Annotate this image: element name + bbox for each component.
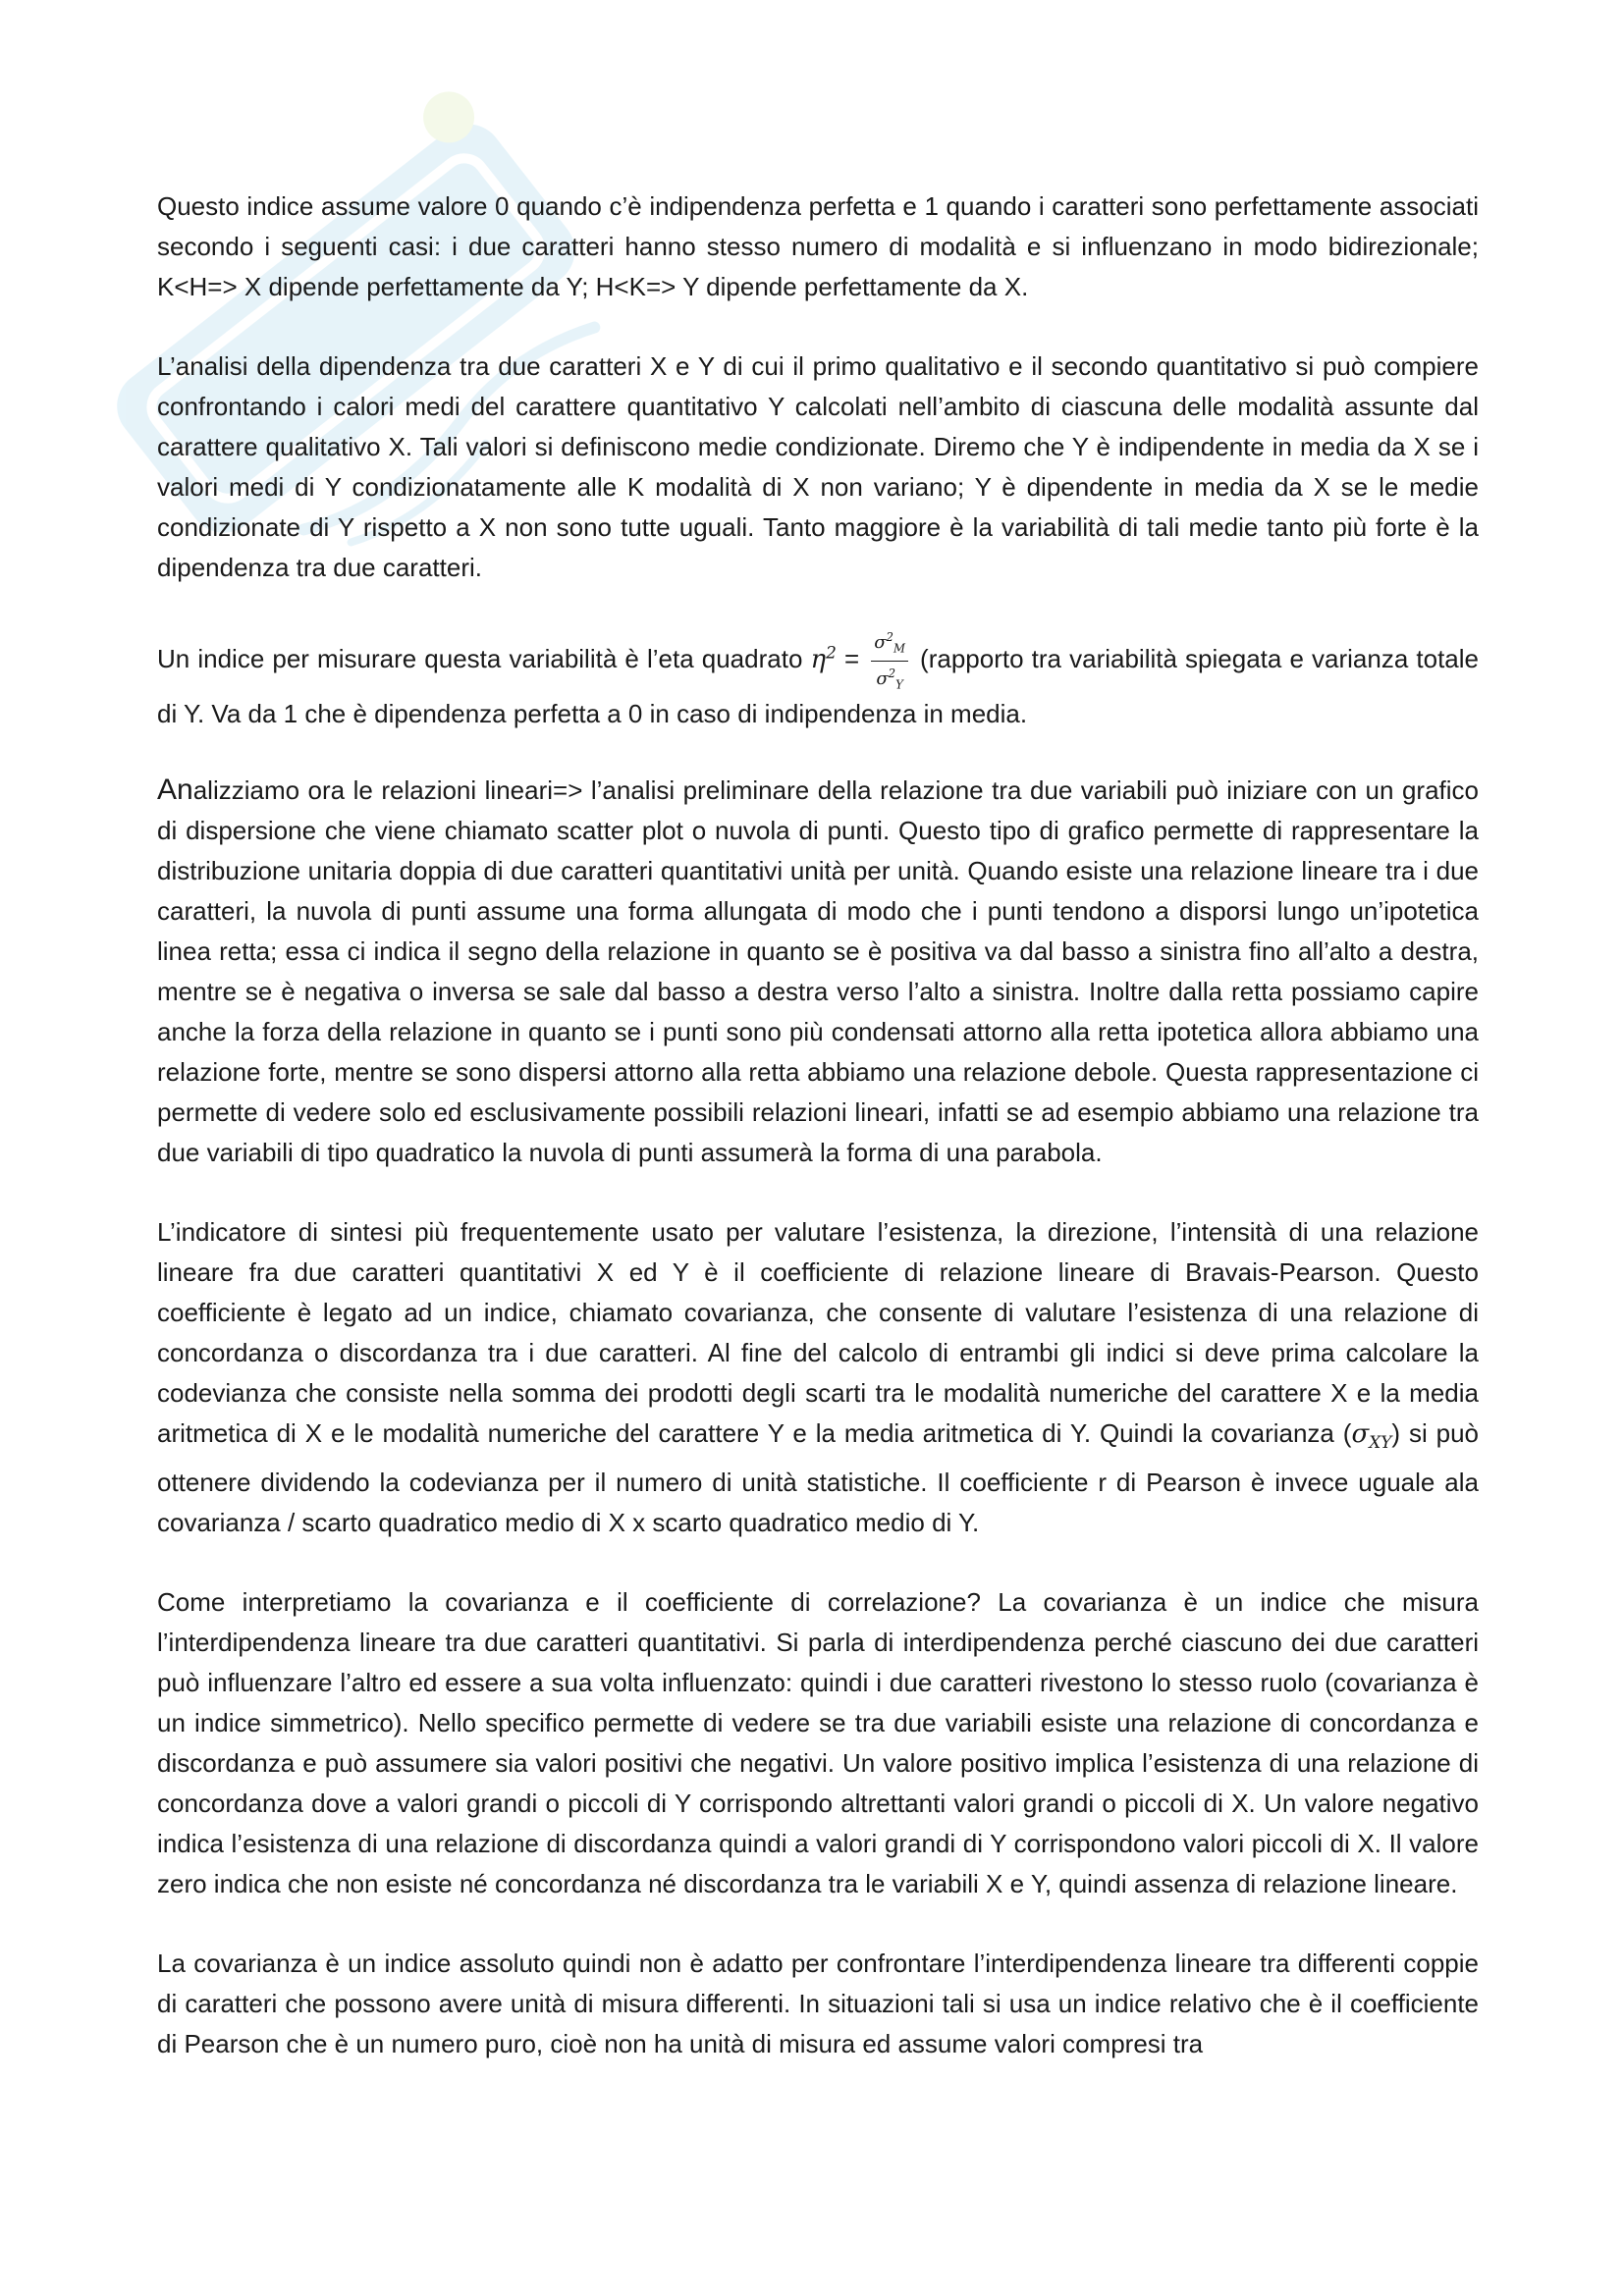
eta-squared-fraction <box>871 627 908 694</box>
denominator-sigma: σ <box>876 667 889 689</box>
denominator-subscript: Y <box>895 677 903 692</box>
paragraph-6: Come interpretiamo la covarianza e il coefficiente di correlazione? La covarianza è un indice che misura l’interdipendenza lineare tra due caratteri quantitativi. Si parla di interdipendenza perché ciascuno dei due caratteri può influenzare l’altro ed essere a sua volta influenzato: quindi i due caratteri rivestono lo stesso ruolo (covarianza è un indice simmetrico). Nello specifico permette di vedere se tra due variabili esiste una relazione di concordanza e discordanza e può assumere sia valori positivi che negativi. Un valore positivo implica l’esistenza di una relazione di concordanza dove a valori grandi o piccoli di Y corrispondo altrettanti valori grandi o piccoli di X. Un valore negativo indica l’esistenza di una relazione di discordanza quindi a valori grandi di Y corrispondono valori piccoli di X. Il valore zero indica che non esiste né concordanza né discordanza tra le variabili X e Y, quindi assenza di relazione lineare. <box>157 1587 1479 1899</box>
eta-exponent: 2 <box>826 642 837 663</box>
paragraph-3-text-after: (rapporto tra variabilità spiegata e varianza totale di Y. Va da 1 che è dipendenza perfetta a 0 in caso di indipendenza in media. <box>157 643 1479 729</box>
covariance-sigma: σ <box>1351 1419 1370 1450</box>
equals-sign: = <box>836 643 868 673</box>
covariance-subscript: XY <box>1369 1432 1392 1453</box>
numerator-subscript: M <box>893 641 905 656</box>
paragraph-5-text-after: ) si può ottenere dividendo la codevianza per il numero di unità statistiche. Il coefficiente r di Pearson è invece uguale ala covarianza / scarto quadratico medio di X x scarto quadratico medio di Y. <box>157 1418 1480 1538</box>
paragraph-4-first-letters: An <box>157 774 193 807</box>
paragraph-4 <box>157 770 1479 1173</box>
document-body <box>157 187 1479 2104</box>
numerator-sigma: σ <box>874 632 887 653</box>
paragraph-5 <box>157 1212 1479 1543</box>
paragraph-4-rest: alizziamo ora le relazioni lineari=> l’analisi preliminare della relazione tra due variabili può iniziare con un grafico di dispersione che viene chiamato scatter plot o nuvola di punti. Questo tipo di grafico permette di rappresentare la distribuzione unitaria doppia di due caratteri quantitativi unità per unità. Quando esiste una relazione lineare tra i due caratteri, la nuvola di punti assume una forma allungata di modo che i punti tendono a disporsi lungo un’ipotetica linea retta; essa ci indica il segno della relazione in quanto se è positiva va dal basso a sinistra fino all’alto a destra, mentre se è negativa o inversa se sale dal basso a destra verso l’alto a sinistra. Inoltre dalla retta possiamo capire anche la forza della relazione in quanto se i punti sono più condensati attorno alla retta ipotetica allora abbiamo una relazione forte, mentre se sono dispersi attorno alla retta abbiamo una relazione debole. Questa rappresentazione ci permette di vedere solo ed esclusivamente possibili relazioni lineari, infatti se ad esempio abbiamo una relazione tra due variabili di tipo quadratico la nuvola di punti assumerà la forma di una parabola. <box>157 775 1479 1168</box>
paragraph-7: La covarianza è un indice assoluto quindi non è adatto per confrontare l’interdipendenza lineare tra differenti coppie di caratteri che possono avere unità di misura differenti. In situazioni tali si usa un indice relativo che è il coefficiente di Pearson che è un numero puro, cioè non ha unità di misura ed assume valori compresi tra <box>157 1949 1479 2059</box>
fraction-numerator <box>871 627 908 662</box>
denominator-exponent: 2 <box>888 666 896 680</box>
eta-symbol: η <box>810 644 827 674</box>
paragraph-5-text-before: L’indicatore di sintesi più frequentemente usato per valutare l’esistenza, la direzione, l’intensità di una relazione lineare fra due caratteri quantitativi X ed Y è il coefficiente di relazione lineare di Bravais-Pearson. Questo coefficiente è legato ad un indice, chiamato covarianza, che consente di valutare l’esistenza di una relazione di concordanza o discordanza tra i due caratteri. Al fine del calcolo di entrambi gli indici si deve prima calcolare la codevianza che consiste nella somma dei prodotti degli scarti tra le modalità numeriche del carattere X e la media aritmetica di X e le modalità numeriche del carattere Y e la media aritmetica di Y. Quindi la covarianza ( <box>157 1217 1479 1449</box>
paragraph-1: Questo indice assume valore 0 quando c’è indipendenza perfetta e 1 quando i caratteri sono perfettamente associati secondo i seguenti casi: i due caratteri hanno stesso numero di modalità e si influenzano in modo bidirezionale; K<H=> X dipende perfettamente da Y; H<K=> Y dipende perfettamente da X. <box>157 191 1479 301</box>
paragraph-2: L’analisi della dipendenza tra due caratteri X e Y di cui il primo qualitativo e il secondo quantitativo si può compiere confrontando i calori medi del carattere quantitativo Y calcolati nell’ambito di ciascuna delle modalità assunte dal carattere qualitativo X. Tali valori si definiscono medie condizionate. Diremo che Y è indipendente in media da X se i valori medi di Y condizionatamente alle K modalità di X non variano; Y è dipendente in media da X se le medie condizionate di Y rispetto a X non sono tutte uguali. Tanto maggiore è la variabilità di tali medie tanto più forte è la dipendenza tra due caratteri. <box>157 351 1479 582</box>
numerator-exponent: 2 <box>886 630 893 644</box>
paragraph-3 <box>157 627 1479 734</box>
fraction-denominator <box>873 662 905 695</box>
paragraph-3-text-before: Un indice per misurare questa variabilità è l’eta quadrato <box>157 643 811 673</box>
